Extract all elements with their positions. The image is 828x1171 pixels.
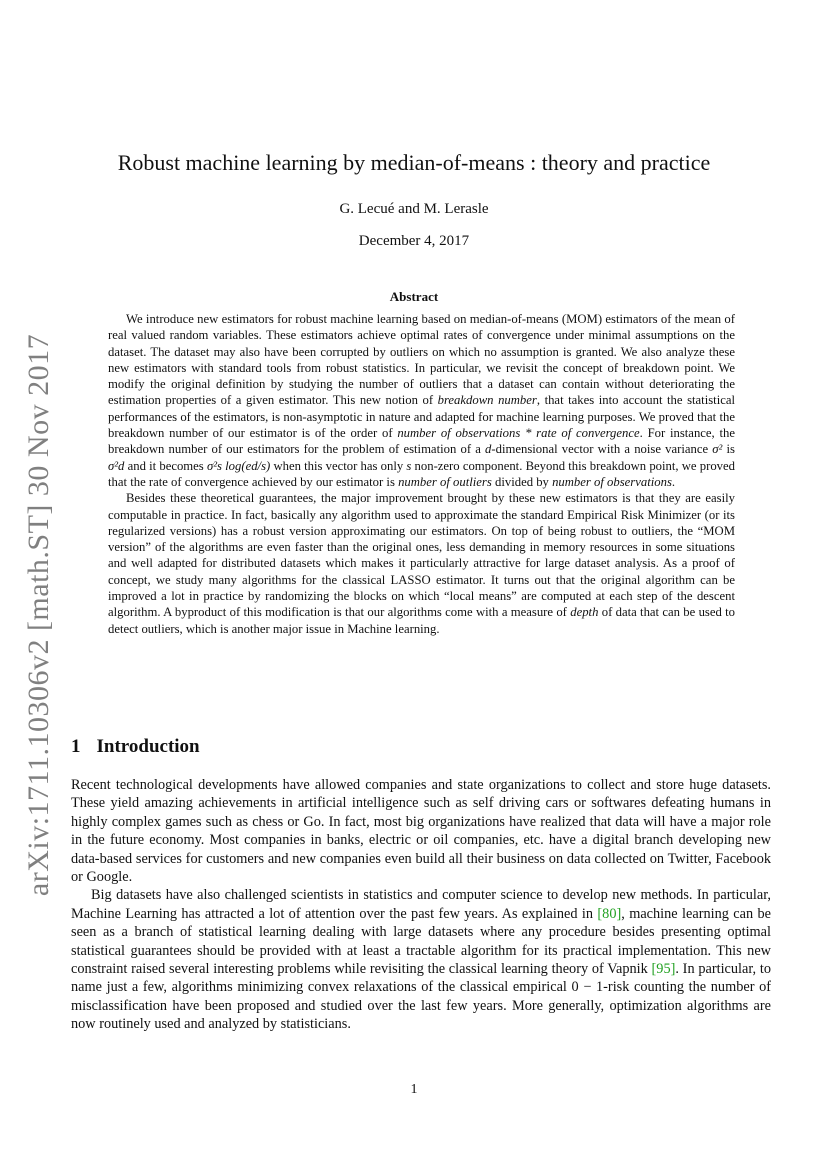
section-heading <box>71 736 200 758</box>
abstract-heading: Abstract <box>389 289 439 304</box>
math-sigma-squared-d: σ²d <box>108 458 125 473</box>
math-s: s <box>406 458 412 473</box>
paper-authors: G. Lecué and M. Lerasle <box>339 201 489 217</box>
paper-title: Robust machine learning by median-of-means : theory and practice <box>117 150 711 175</box>
citation-link-80[interactable]: [80] <box>597 905 622 922</box>
section-number: 1 <box>71 736 81 757</box>
abstract-paragraph-2: Besides these theoretical guarantees, the major improvement brought by these new estimators is that they are easily computable in practice. In fact, basically any algorithm used to approximate the standard Empirical Risk Minimizer (or its regularized versions) has a robust version approximating our estimators. On top of being robust to outliers, the “MOM version” of the algorithms are even faster than the original ones, less demanding in memory resources in some situations and well adapted for distributed datasets which makes it particularly attractive for large dataset analysis. As a proof of concept, we study many algorithms for the classical LASSO estimator. It turns out that the original algorithm can be improved a lot in practice by randomizing the blocks on which “local means” are computed at each step of the descent algorithm. A byproduct of this modification is that our algorithms come with a measure of depth of data that can be used to detect outliers, which is another major issue in Machine learning. <box>108 491 736 636</box>
intro-paragraph-2: Big datasets have also challenged scientists in statistics and computer science to develop new methods. In particular, Machine Learning has attracted a lot of attention over the past few years. As explained in [80], machine learning can be seen as a branch of statistical learning dealing with large datasets where any procedure besides presenting optimal statistical guarantees should be provided with at least a tractable algorithm for its practical implementation. This new constraint raised several interesting problems while revisiting the classical learning theory of Vapnik [95]. In particular, to name just a few, algorithms minimizing convex relaxations of the classical empirical 0 − 1-risk counting the number of misclassification have been proposed and studied over the last few years. More generally, optimization algorithms are now routinely used and analyzed by statisticians. <box>71 887 771 1033</box>
intro-paragraph-1: Recent technological developments have allowed companies and state organizations to collect and store huge datasets. These yield amazing achievements in artificial intelligence such as self driving cars or softwares defeating humans in highly complex games such as chess or Go. In fact, most big organizations have realized that data will have a major role in the future economy. Most companies in banks, electric or oil companies, etc. have a digital branch developing new data-based services for customers and new companies even build all their business on data collected on Twitter, Facebook or Google. <box>71 777 771 886</box>
math-sigma-squared-s-log: σ²s log(ed/s) <box>206 458 271 473</box>
emphasis: number of observations <box>552 474 672 489</box>
abstract-body <box>108 311 735 637</box>
citation-link-95[interactable]: [95] <box>651 961 676 978</box>
emphasis: number of observations * rate of convergence <box>397 426 640 441</box>
abstract-paragraph-1: We introduce new estimators for robust machine learning based on median-of-means (MOM) estimators of the mean of real valued random variables. These estimators achieve optimal rates of convergence under minimal assumptions on the dataset. The dataset may also have been corrupted by outliers on which no assumption is granted. We also analyze these new estimators with standard tools from robust statistics. In particular, we revisit the concept of breakdown point. We modify the original definition by studying the number of outliers that a dataset can contain without deteriorating the estimation properties of a given estimator. This new notion of breakdown number, that takes into account the statistical performances of the estimators, is non-asymptotic in nature and adapted for machine learning purposes. We proved that the breakdown number of our estimator is of the order of number of observations * rate of convergence. For instance, the breakdown number of our estimators for the problem of estimation of a d-dimensional vector with a noise variance σ² is σ²d and it becomes σ²s log(ed/s) when this vector has only s non-zero component. Beyond this breakdown point, we proved that the rate of convergence achieved by our estimator is number of outliers divided by number of observations. <box>108 312 736 489</box>
emphasis: breakdown number <box>437 393 537 408</box>
math-d: d <box>485 442 492 457</box>
arxiv-sidebar <box>18 333 60 897</box>
emphasis: depth <box>570 605 599 620</box>
math-sigma-squared: σ² <box>712 442 723 457</box>
arxiv-identifier: arXiv:1711.10306v2 [math.ST] 30 Nov 2017 <box>22 333 55 897</box>
introduction-body <box>71 776 771 1034</box>
section-title: Introduction <box>96 736 200 757</box>
page-number: 1 <box>410 1082 418 1097</box>
emphasis: number of outliers <box>398 474 492 489</box>
paper-date: December 4, 2017 <box>358 233 470 249</box>
